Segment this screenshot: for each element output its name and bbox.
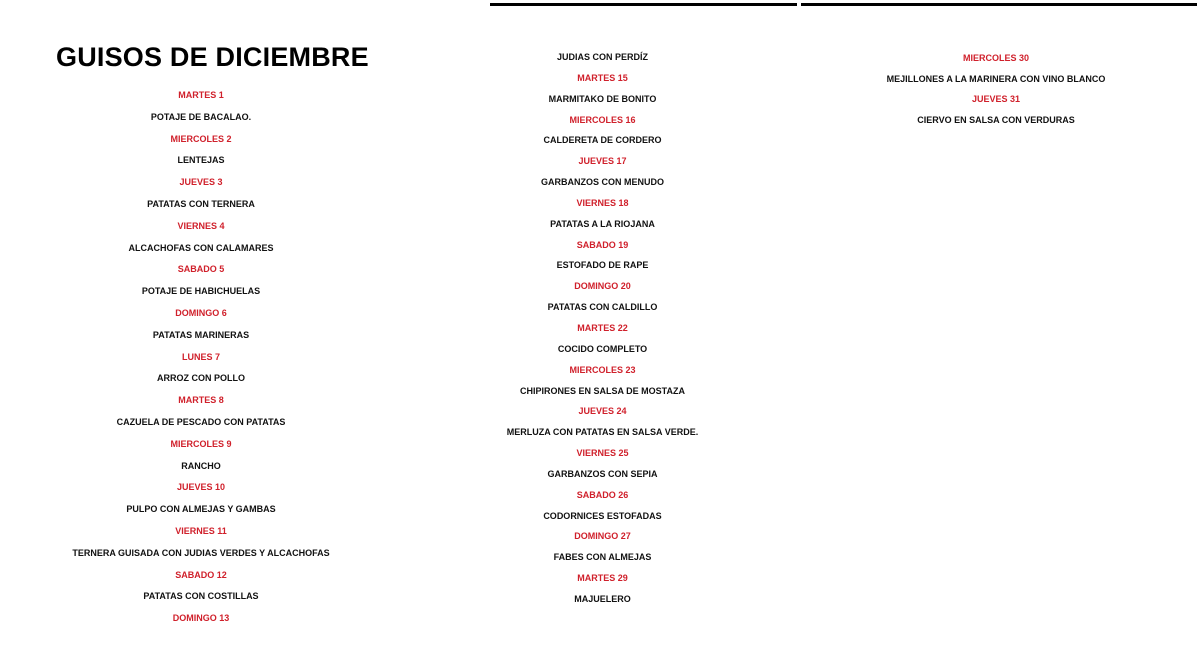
- menu-entry: [887, 53, 1106, 94]
- menu-day-label: JUEVES 31: [971, 94, 1021, 104]
- menu-day-label: LUNES 7: [181, 351, 220, 362]
- menu-dish-name: CODORNICES ESTOFADAS: [543, 510, 662, 521]
- menu-day-label: MIERCOLES 2: [170, 133, 232, 144]
- menu-dish-name: MARMITAKO DE BONITO: [548, 93, 657, 104]
- menu-dish-name: MAJUELERO: [574, 593, 631, 604]
- menu-dish-name: PATATAS CON TERNERA: [147, 198, 255, 209]
- menu-day-label: MIERCOLES 23: [569, 364, 636, 375]
- menu-column-3: [880, 53, 1112, 135]
- menu-day-label: DOMINGO 27: [574, 531, 631, 542]
- menu-entry: [117, 395, 286, 439]
- menu-column-1: [60, 90, 342, 635]
- menu-dish-name: CAZUELA DE PESCADO CON PATATAS: [116, 416, 286, 427]
- menu-column-2: [480, 52, 725, 615]
- menu-dish-name: PATATAS CON COSTILLAS: [143, 591, 259, 602]
- top-divider-line: [490, 3, 797, 6]
- menu-day-label: JUEVES 17: [578, 156, 627, 167]
- menu-entry: [541, 156, 664, 198]
- menu-day-label: VIERNES 11: [175, 525, 227, 536]
- menu-entry: [550, 198, 655, 240]
- menu-dish-name: CALDERETA DE CORDERO: [543, 135, 662, 146]
- menu-dish-name: PATATAS MARINERAS: [152, 329, 250, 340]
- menu-entry: [142, 264, 260, 308]
- menu-day-label: DOMINGO 13: [172, 613, 230, 624]
- menu-dish-name: ARROZ CON POLLO: [157, 373, 245, 384]
- menu-dish-name: CIERVO EN SALSA CON VERDURAS: [917, 114, 1075, 125]
- menu-day-label: VIERNES 18: [576, 197, 629, 208]
- menu-day-label: SABADO 26: [576, 489, 629, 500]
- top-divider-line: [801, 3, 1197, 6]
- menu-day-label: SABADO 5: [177, 264, 225, 275]
- menu-day-label: DOMINGO 6: [175, 307, 227, 318]
- menu-dish-name: CHIPIRONES EN SALSA DE MOSTAZA: [519, 385, 685, 396]
- menu-entry: [147, 177, 255, 221]
- menu-entry: [520, 365, 685, 407]
- menu-dish-name: PULPO CON ALMEJAS Y GAMBAS: [126, 504, 276, 515]
- menu-dish-name: POTAJE DE BACALAO.: [150, 111, 252, 122]
- menu-day-label: SABADO 19: [576, 239, 629, 250]
- menu-dish-name: MERLUZA CON PATATAS EN SALSA VERDE.: [506, 427, 699, 438]
- menu-entry: [574, 573, 631, 615]
- menu-day-label: JUEVES 3: [179, 177, 223, 188]
- menu-entry: [557, 52, 648, 73]
- page-title: GUISOS DE DICIEMBRE: [56, 42, 369, 72]
- menu-day-label: MARTES 29: [577, 573, 628, 584]
- menu-entry: [543, 115, 661, 157]
- menu-day-label: JUEVES 24: [578, 406, 627, 417]
- menu-entry: [549, 73, 657, 115]
- menu-dish-name: PATATAS A LA RIOJANA: [550, 218, 655, 229]
- menu-dish-name: FABES CON ALMEJAS: [553, 552, 652, 563]
- menu-day-label: MIERCOLES 9: [170, 438, 232, 449]
- menu-dish-name: RANCHO: [181, 460, 221, 471]
- menu-dish-name: JUDIAS CON PERDÍZ: [556, 52, 648, 62]
- menu-entry: [547, 448, 657, 490]
- menu-entry: [153, 308, 249, 352]
- menu-dish-name: ALCACHOFAS CON CALAMARES: [128, 242, 274, 253]
- menu-dish-name: TERNERA GUISADA CON JUDIAS VERDES Y ALCACHOFAS: [72, 547, 330, 558]
- menu-entry: [917, 94, 1075, 135]
- menu-entry: [170, 134, 231, 178]
- menu-entry: [557, 240, 649, 282]
- menu-day-label: MIERCOLES 30: [962, 53, 1029, 63]
- menu-day-label: MARTES 15: [577, 72, 628, 83]
- menu-entry: [554, 531, 652, 573]
- menu-dish-name: MEJILLONES A LA MARINERA CON VINO BLANCO: [886, 73, 1106, 84]
- menu-dish-name: POTAJE DE HABICHUELAS: [141, 286, 261, 297]
- menu-entry: [507, 406, 699, 448]
- menu-entry: [151, 90, 251, 134]
- menu-day-label: DOMINGO 20: [574, 281, 631, 292]
- menu-dish-name: ESTOFADO DE RAPE: [556, 260, 649, 271]
- menu-day-label: VIERNES 4: [177, 220, 225, 231]
- menu-dish-name: COCIDO COMPLETO: [557, 343, 648, 354]
- menu-day-label: VIERNES 25: [576, 448, 629, 459]
- menu-entry: [157, 352, 245, 396]
- menu-entry: [143, 570, 258, 614]
- menu-day-label: MARTES 1: [178, 90, 224, 100]
- menu-entry: [558, 323, 647, 365]
- menu-day-label: JUEVES 10: [176, 482, 225, 493]
- menu-entry: [129, 221, 274, 265]
- menu-entry: [170, 439, 231, 483]
- menu-entry: [548, 281, 658, 323]
- menu-entry: [543, 490, 661, 532]
- menu-dish-name: GARBANZOS CON MENUDO: [541, 177, 664, 188]
- menu-entry: [173, 613, 230, 635]
- menu-entry: [72, 526, 329, 570]
- menu-day-label: MARTES 22: [577, 322, 628, 333]
- menu-dish-name: GARBANZOS CON SEPIA: [547, 468, 658, 479]
- menu-day-label: MIERCOLES 16: [569, 114, 636, 125]
- menu-dish-name: PATATAS CON CALDILLO: [547, 302, 658, 313]
- menu-day-label: SABADO 12: [175, 569, 227, 580]
- menu-entry: [126, 482, 275, 526]
- menu-day-label: MARTES 8: [178, 395, 224, 406]
- menu-dish-name: LENTEJAS: [177, 155, 225, 166]
